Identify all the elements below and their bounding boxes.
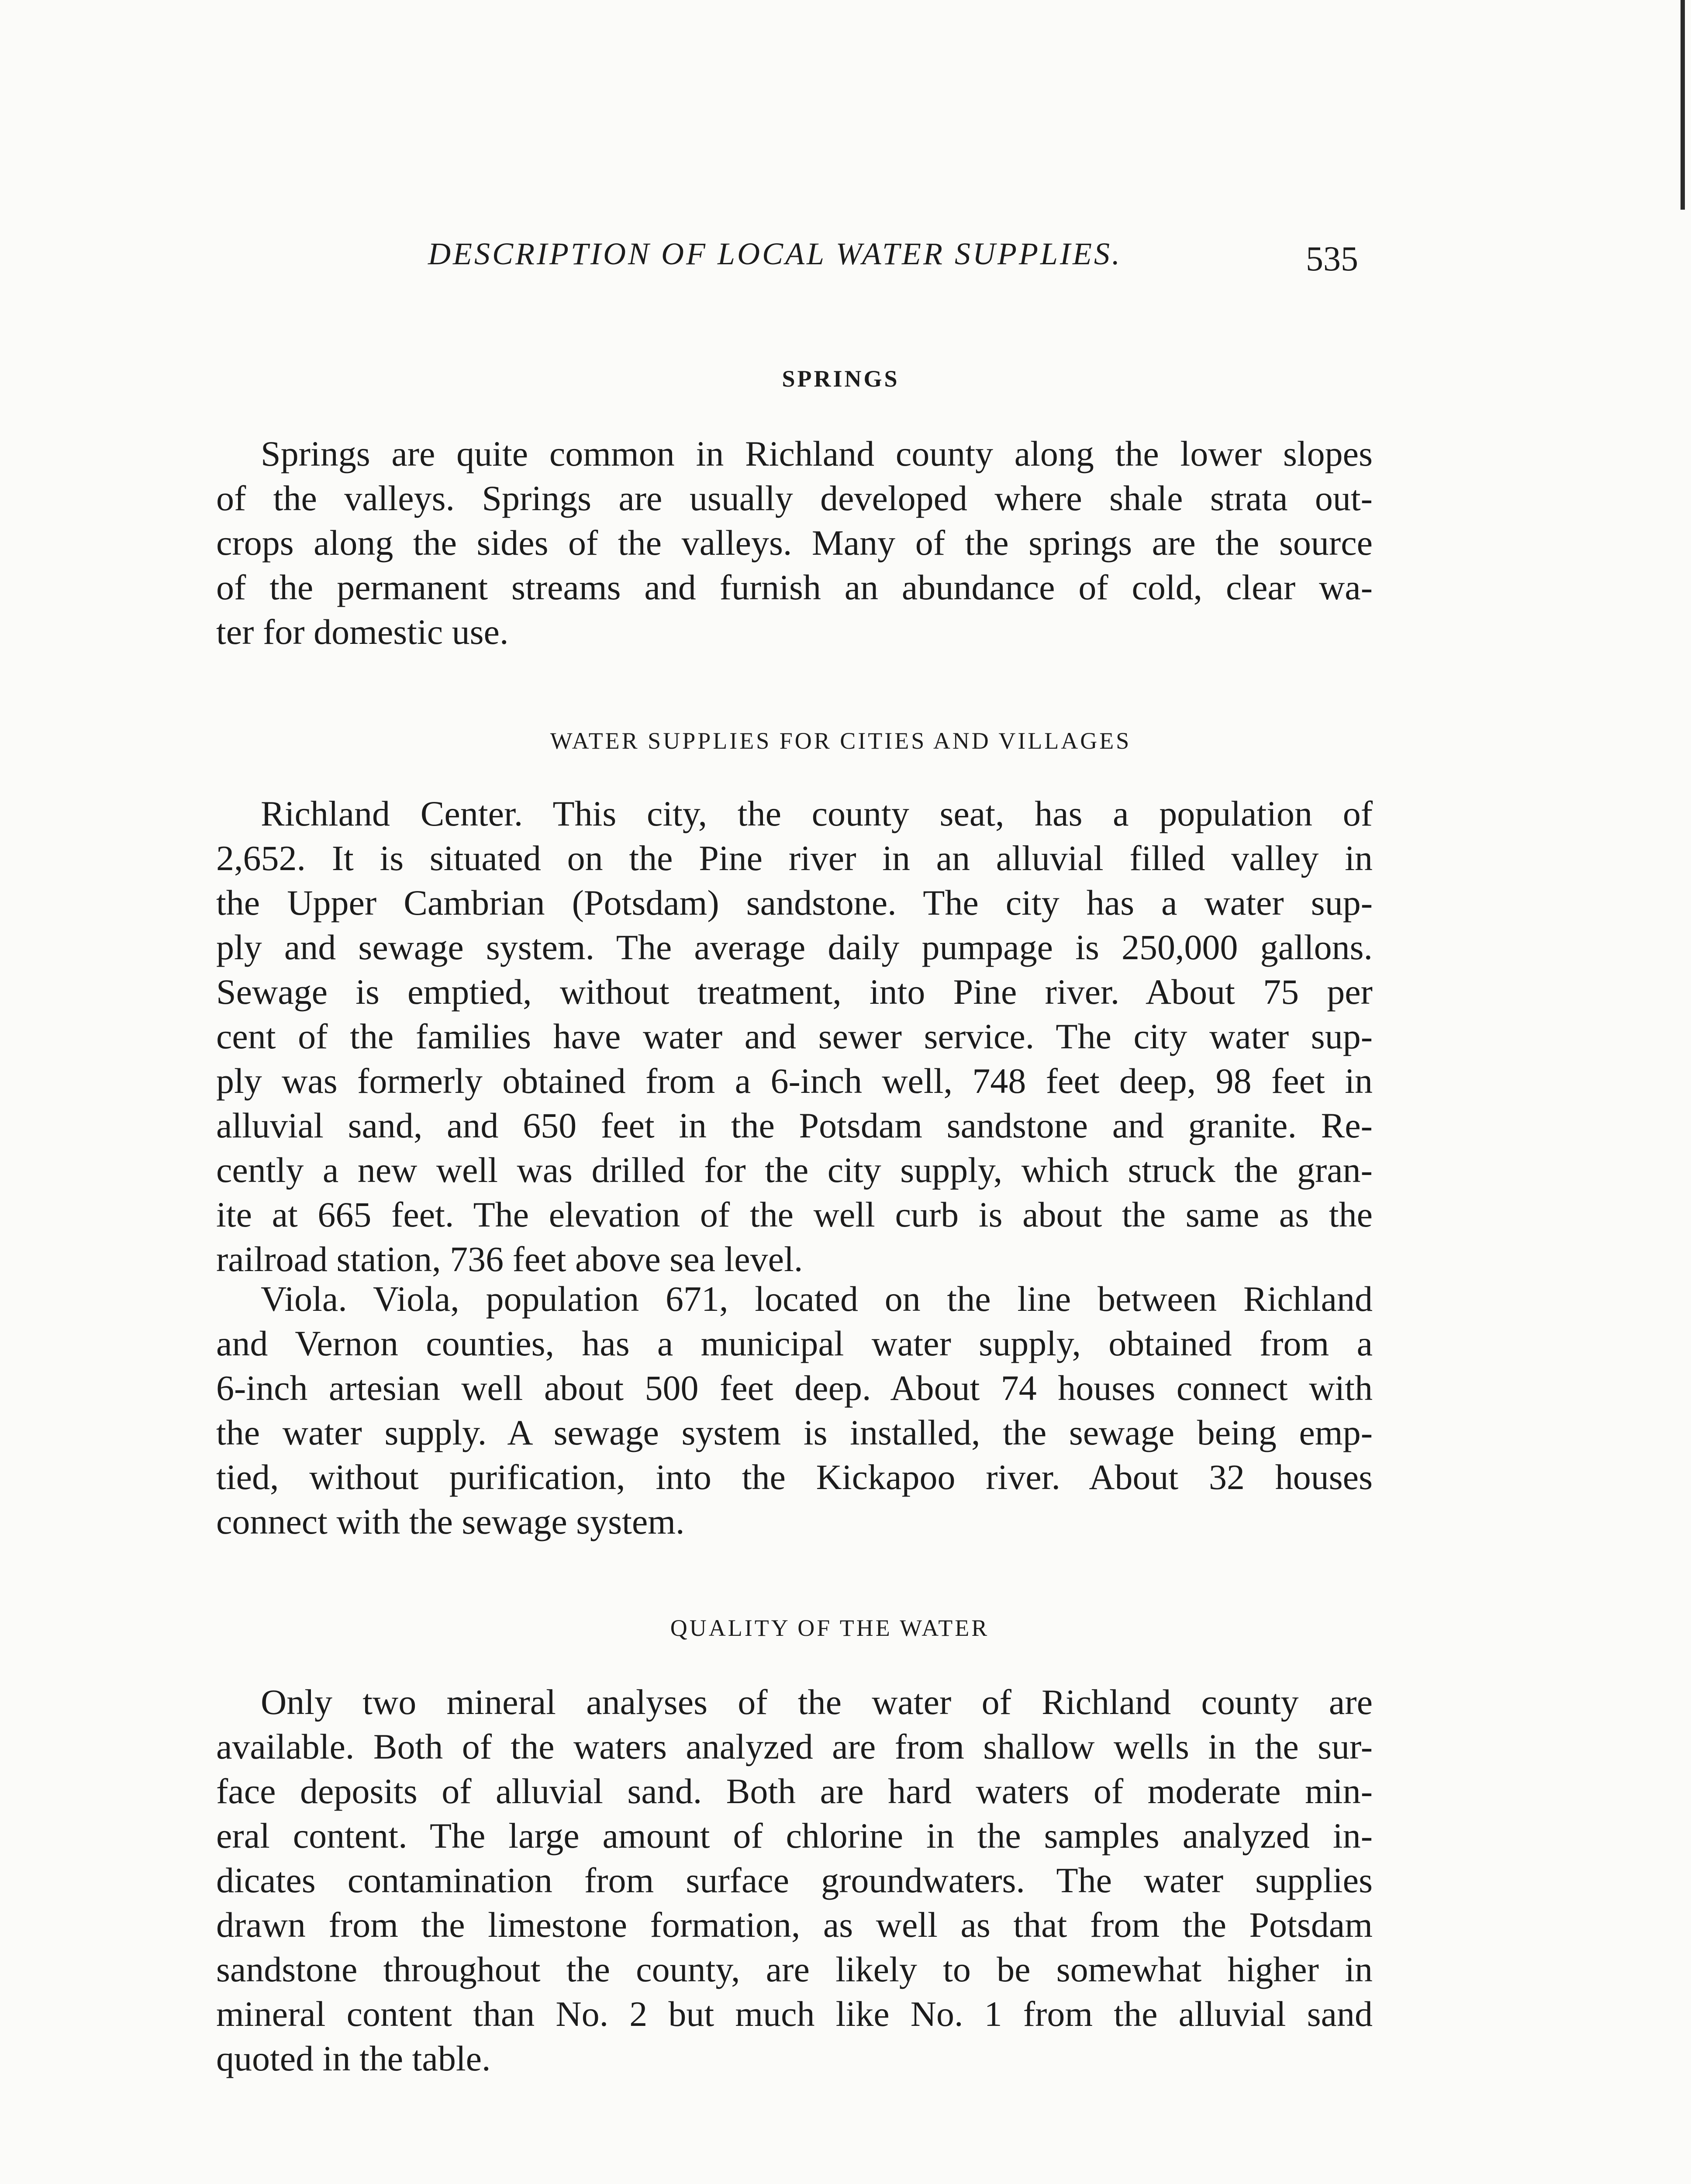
paragraph-viola	[216, 1277, 1373, 1544]
text-line: eral content. The large amount of chlorine in the samples analyzed in-	[216, 1816, 1373, 1856]
text-line: tied, without purification, into the Kickapoo river. About 32 houses	[216, 1457, 1373, 1497]
text-line: 6-inch artesian well about 500 feet deep. About 74 houses connect with	[216, 1368, 1373, 1408]
text-line: Springs are quite common in Richland county along the lower slopes	[261, 434, 1373, 473]
text-line: the Upper Cambrian (Potsdam) sandstone. The city has a water sup-	[216, 883, 1373, 923]
running-header: DESCRIPTION OF LOCAL WATER SUPPLIES.	[428, 236, 1122, 271]
text-line: ite at 665 feet. The elevation of the well curb is about the same as the	[216, 1195, 1373, 1234]
text-line: Sewage is emptied, without treatment, into Pine river. About 75 per	[216, 972, 1373, 1012]
paragraph-richland-center	[216, 791, 1373, 1282]
paragraph-quality	[216, 1680, 1373, 2081]
text-line: sandstone throughout the county, are likely to be somewhat higher in	[216, 1949, 1373, 1989]
page-number: 535	[1306, 240, 1358, 278]
text-line: alluvial sand, and 650 feet in the Potsdam sandstone and granite. Re-	[216, 1106, 1373, 1145]
section-heading-water-supplies: WATER SUPPLIES FOR CITIES AND VILLAGES	[550, 728, 1132, 754]
text-line: ply and sewage system. The average daily pumpage is 250,000 gallons.	[216, 927, 1373, 967]
text-line: of the valleys. Springs are usually developed where shale strata out-	[216, 478, 1373, 518]
scan-edge-mark	[1681, 0, 1685, 210]
text-line: cently a new well was drilled for the city supply, which struck the gran-	[216, 1150, 1373, 1190]
paragraph-springs	[216, 432, 1373, 654]
text-line: cent of the families have water and sewer service. The city water sup-	[216, 1016, 1373, 1056]
text-line: Richland Center. This city, the county seat, has a population of	[261, 794, 1373, 833]
text-line: ply was formerly obtained from a 6-inch well, 748 feet deep, 98 feet in	[216, 1061, 1373, 1101]
text-line: face deposits of alluvial sand. Both are hard waters of moderate min-	[216, 1771, 1373, 1811]
text-line: mineral content than No. 2 but much like No. 1 from the alluvial sand	[216, 1994, 1373, 2034]
text-line: of the permanent streams and furnish an abundance of cold, clear wa-	[216, 567, 1373, 607]
text-line: drawn from the limestone formation, as well as that from the Potsdam	[216, 1905, 1373, 1945]
text-line: ter for domestic use.	[216, 612, 509, 652]
section-heading-quality: QUALITY OF THE WATER	[670, 1615, 990, 1641]
text-line: and Vernon counties, has a municipal water supply, obtained from a	[216, 1324, 1373, 1363]
text-line: crops along the sides of the valleys. Many of the springs are the source	[216, 523, 1373, 563]
text-line: Only two mineral analyses of the water of Richland county are	[261, 1682, 1373, 1722]
text-line: the water supply. A sewage system is installed, the sewage being emp-	[216, 1413, 1373, 1452]
text-line: Viola. Viola, population 671, located on the line between Richland	[261, 1279, 1373, 1319]
text-line: 2,652. It is situated on the Pine river in an alluvial filled valley in	[216, 838, 1373, 878]
text-line: available. Both of the waters analyzed are from shallow wells in the sur-	[216, 1727, 1373, 1766]
section-heading-springs: SPRINGS	[782, 366, 900, 392]
text-line: railroad station, 736 feet above sea level.	[216, 1239, 803, 1279]
text-line: dicates contamination from surface groundwaters. The water supplies	[216, 1860, 1373, 1900]
text-line: quoted in the table.	[216, 2039, 491, 2078]
text-line: connect with the sewage system.	[216, 1502, 685, 1541]
